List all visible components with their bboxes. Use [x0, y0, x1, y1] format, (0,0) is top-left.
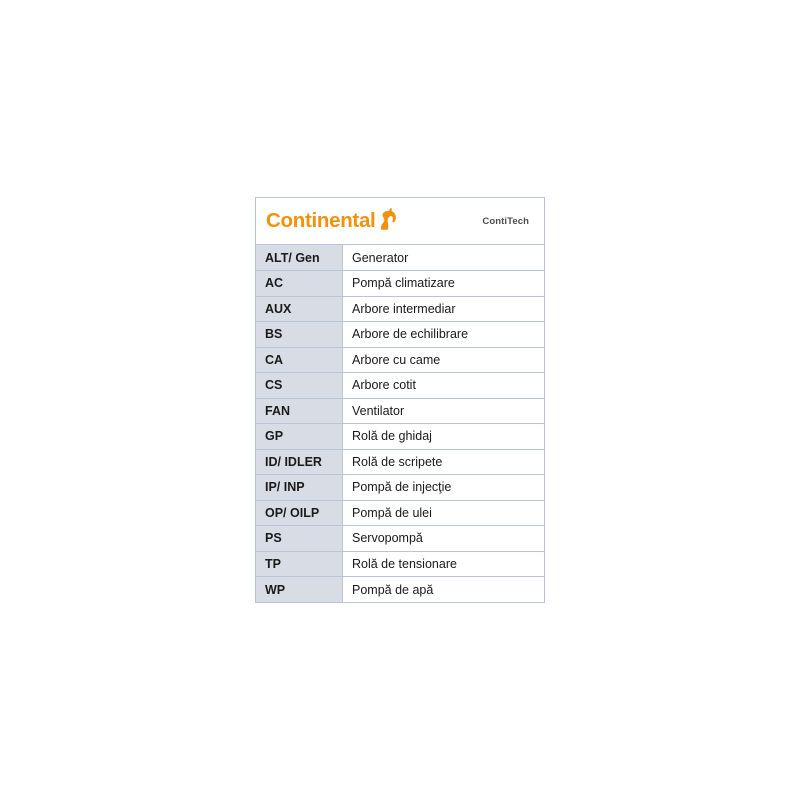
- legend-code: CS: [256, 373, 343, 399]
- table-row: [256, 373, 544, 399]
- table-row: [256, 500, 544, 526]
- table-row: [256, 322, 544, 348]
- table-row: [256, 449, 544, 475]
- sub-brand-label: ContiTech: [482, 215, 529, 227]
- table-row: [256, 577, 544, 603]
- legend-code: CA: [256, 347, 343, 373]
- legend-description: Pompă de apă: [343, 577, 545, 603]
- legend-code: OP/ OILP: [256, 500, 343, 526]
- legend-description: Rolă de ghidaj: [343, 424, 545, 450]
- legend-table-body: [256, 245, 544, 602]
- table-row: [256, 526, 544, 552]
- legend-description: Rolă de scripete: [343, 449, 545, 475]
- table-row: [256, 296, 544, 322]
- table-row: [256, 424, 544, 450]
- legend-code: BS: [256, 322, 343, 348]
- legend-card: [255, 197, 545, 603]
- legend-description: Pompă de ulei: [343, 500, 545, 526]
- table-row: [256, 398, 544, 424]
- legend-code: WP: [256, 577, 343, 603]
- legend-description: Generator: [343, 245, 545, 271]
- legend-code: GP: [256, 424, 343, 450]
- legend-description: Arbore cu came: [343, 347, 545, 373]
- legend-description: Rolă de tensionare: [343, 551, 545, 577]
- legend-code: AUX: [256, 296, 343, 322]
- legend-description: Ventilator: [343, 398, 545, 424]
- legend-code: ALT/ Gen: [256, 245, 343, 271]
- legend-code: ID/ IDLER: [256, 449, 343, 475]
- legend-description: Arbore intermediar: [343, 296, 545, 322]
- brand-wordmark: Continental: [266, 208, 376, 232]
- table-row: [256, 551, 544, 577]
- brand-header: [256, 198, 544, 245]
- legend-code: FAN: [256, 398, 343, 424]
- table-row: [256, 271, 544, 297]
- table-row: [256, 245, 544, 271]
- legend-description: Arbore de echilibrare: [343, 322, 545, 348]
- legend-code: PS: [256, 526, 343, 552]
- legend-code: TP: [256, 551, 343, 577]
- brand-lockup: [266, 210, 397, 232]
- horse-logo-icon: [378, 208, 397, 230]
- table-row: [256, 475, 544, 501]
- legend-description: Pompă de injecţie: [343, 475, 545, 501]
- legend-description: Arbore cotit: [343, 373, 545, 399]
- legend-description: Pompă climatizare: [343, 271, 545, 297]
- legend-code: IP/ INP: [256, 475, 343, 501]
- legend-description: Servopompă: [343, 526, 545, 552]
- legend-table: [256, 245, 544, 602]
- legend-code: AC: [256, 271, 343, 297]
- table-row: [256, 347, 544, 373]
